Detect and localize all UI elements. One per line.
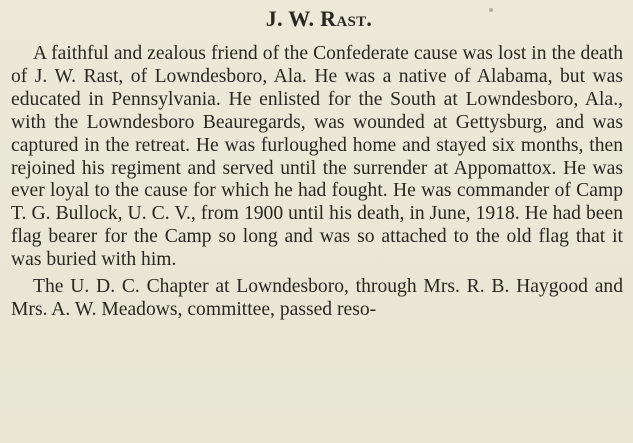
paper-speck xyxy=(489,8,493,12)
article-title-text: J. W. Rast. xyxy=(265,6,373,31)
article-title xyxy=(11,5,623,33)
body-paragraph-2: The U. D. C. Chapter at Lowndesboro, through Mrs. R. B. Haygood and Mrs. A. W. Meadows, committee, passed reso- xyxy=(11,276,623,320)
body-paragraph-1: A faithful and zealous friend of the Confederate cause was lost in the death of J. W. Rast, of Lowndesboro, Ala. He was a native of Alabama, but was educated in Pennsylvania. He enlisted for the South at Lowndesboro, Ala., with the Lowndesboro Beauregards, was wounded at Gettysburg, and was captured in the retreat. He was furloughed home and stayed six months, then rejoined his regiment and served until the surrender at Appomattox. He was ever loyal to the cause for which he had fought. He was commander of Camp T. G. Bullock, U. C. V., from 1900 until his death, in June, 1918. He had been flag bearer for the Camp so long and was so attached to the old flag that it was buried with him. xyxy=(11,43,623,271)
